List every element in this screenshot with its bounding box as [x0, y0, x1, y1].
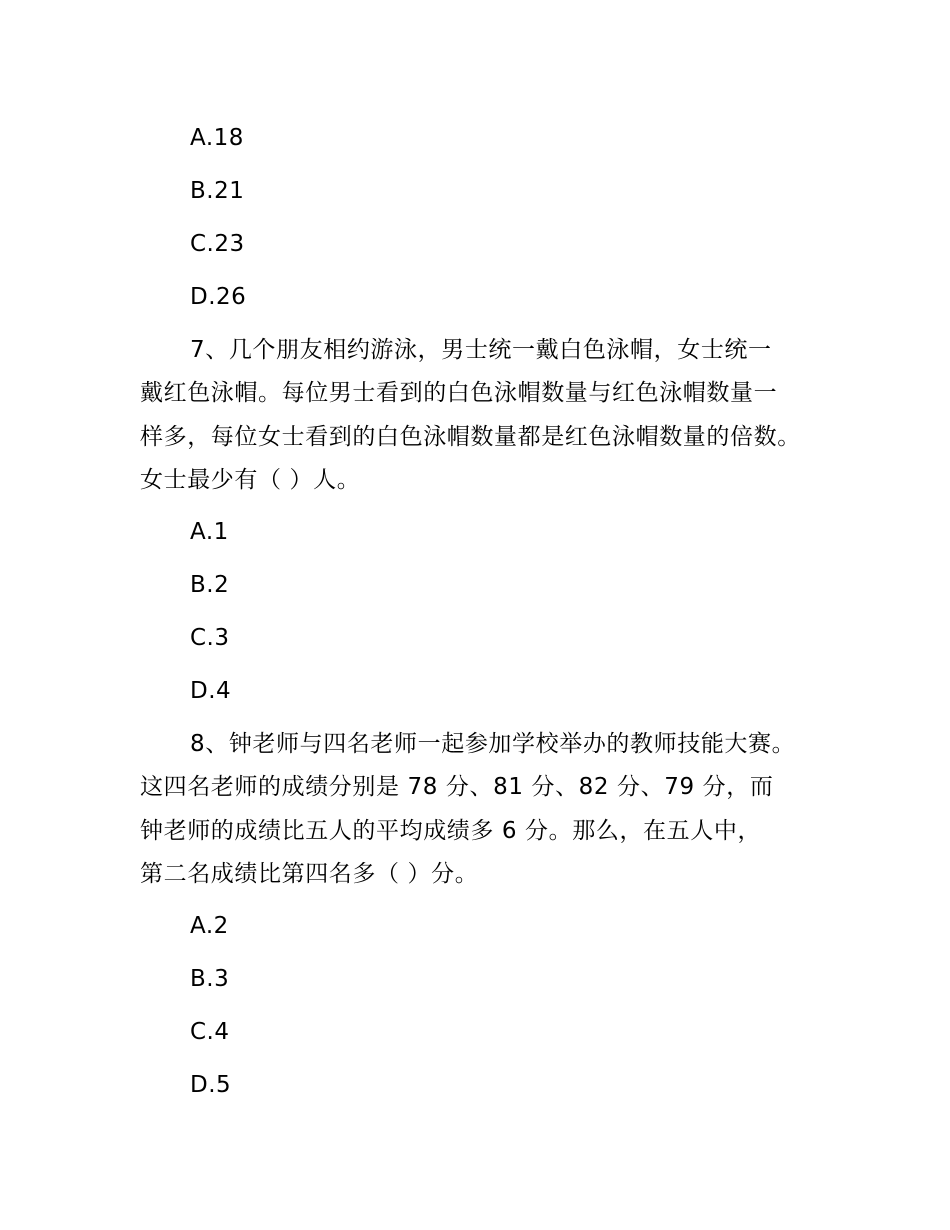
option-d: D.26	[190, 284, 247, 310]
question-8-line-3: 钟老师的成绩比五人的平均成绩多 6 分。那么，在五人中，	[140, 818, 762, 844]
question-7-option-b: B.2	[190, 572, 230, 598]
question-7-line-3: 样多，每位女士看到的白色泳帽数量都是红色泳帽数量的倍数。	[140, 424, 801, 450]
question-7-line-2: 戴红色泳帽。每位男士看到的白色泳帽数量与红色泳帽数量一	[140, 380, 778, 406]
question-8-option-a: A.2	[190, 913, 229, 939]
question-7-line-1: 7、几个朋友相约游泳，男士统一戴白色泳帽，女士统一	[190, 337, 772, 363]
question-8-line-1: 8、钟老师与四名老师一起参加学校举办的教师技能大赛。	[190, 731, 796, 757]
question-8-option-d: D.5	[190, 1072, 232, 1098]
question-8-option-b: B.3	[190, 966, 230, 992]
question-8-option-c: C.4	[190, 1019, 230, 1045]
question-7-option-d: D.4	[190, 678, 232, 704]
option-b: B.21	[190, 178, 245, 204]
question-7-option-a: A.1	[190, 519, 229, 545]
option-c: C.23	[190, 231, 245, 257]
question-8-line-4: 第二名成绩比第四名多（ ）分。	[140, 861, 479, 887]
question-7-option-c: C.3	[190, 625, 230, 651]
option-a: A.18	[190, 125, 244, 151]
question-7-line-4: 女士最少有（ ）人。	[140, 467, 361, 493]
question-8-line-2: 这四名老师的成绩分别是 78 分、81 分、82 分、79 分，而	[140, 774, 774, 800]
